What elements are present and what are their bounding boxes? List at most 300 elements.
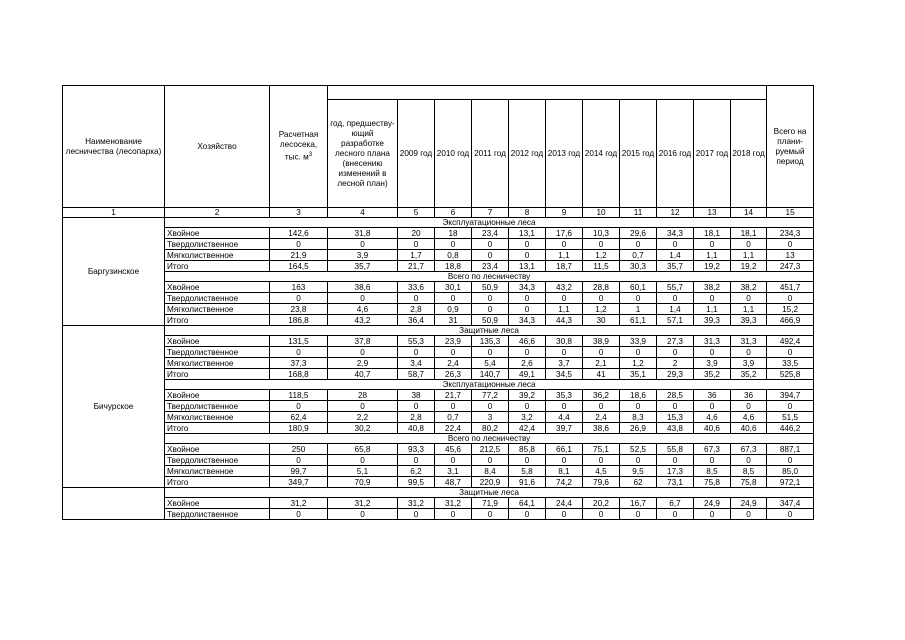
value-cell: 186,8 [270, 315, 328, 326]
section-row [63, 272, 814, 282]
value-cell: 3,2 [509, 412, 546, 423]
value-cell: 34,3 [509, 282, 546, 293]
value-cell: 52,5 [620, 444, 657, 455]
value-cell: 0 [657, 455, 694, 466]
value-cell: 0 [435, 347, 472, 358]
value-cell: 42,4 [509, 423, 546, 434]
value-cell: 67,3 [694, 444, 731, 455]
value-cell: 131,5 [270, 336, 328, 347]
value-cell: 62 [620, 477, 657, 488]
value-cell: 0 [657, 293, 694, 304]
value-cell: 525,8 [767, 369, 814, 380]
value-cell: 35,2 [694, 369, 731, 380]
section-row [63, 380, 814, 390]
value-cell: 31,2 [328, 498, 398, 509]
value-cell: 41 [583, 369, 620, 380]
value-cell: 30,1 [435, 282, 472, 293]
value-cell: 0 [509, 250, 546, 261]
value-cell: 65,8 [328, 444, 398, 455]
value-cell: 1 [620, 304, 657, 315]
value-cell: 23,4 [472, 228, 509, 239]
table-row [63, 347, 814, 358]
value-cell: 93,3 [398, 444, 435, 455]
value-cell: 0 [509, 239, 546, 250]
value-cell: 8,5 [731, 466, 767, 477]
value-cell: 39,7 [546, 423, 583, 434]
value-cell: 28,8 [583, 282, 620, 293]
value-cell: 29,3 [657, 369, 694, 380]
value-cell: 27,3 [657, 336, 694, 347]
value-cell: 71,9 [472, 498, 509, 509]
farm-type-cell: Твердолиственное [165, 509, 270, 520]
value-cell: 0 [731, 509, 767, 520]
value-cell: 67,3 [731, 444, 767, 455]
header-year-0: 2009 год [398, 100, 435, 208]
value-cell: 0 [657, 509, 694, 520]
table-row [63, 444, 814, 455]
value-cell: 0 [398, 509, 435, 520]
farm-type-cell: Хвойное [165, 390, 270, 401]
value-cell: 34,3 [509, 315, 546, 326]
value-cell: 394,7 [767, 390, 814, 401]
value-cell: 0 [328, 455, 398, 466]
value-cell: 38 [398, 390, 435, 401]
value-cell: 1,2 [583, 250, 620, 261]
value-cell: 55,8 [657, 444, 694, 455]
value-cell: 64,1 [509, 498, 546, 509]
value-cell: 33,5 [767, 358, 814, 369]
table-row [63, 239, 814, 250]
value-cell: 2,4 [435, 358, 472, 369]
value-cell: 0 [694, 347, 731, 358]
farm-type-cell: Мягколиственное [165, 358, 270, 369]
table-row [63, 401, 814, 412]
value-cell: 0 [583, 401, 620, 412]
value-cell: 19,2 [694, 261, 731, 272]
value-cell: 142,6 [270, 228, 328, 239]
value-cell: 0 [767, 347, 814, 358]
table-row [63, 466, 814, 477]
value-cell: 31,2 [270, 498, 328, 509]
value-cell: 37,3 [270, 358, 328, 369]
column-number: 9 [546, 208, 583, 218]
value-cell: 0 [435, 401, 472, 412]
table-row [63, 477, 814, 488]
value-cell: 492,4 [767, 336, 814, 347]
value-cell: 1,1 [731, 304, 767, 315]
column-number: 1 [63, 208, 165, 218]
value-cell: 0 [546, 293, 583, 304]
value-cell: 99,5 [398, 477, 435, 488]
value-cell: 4,6 [694, 412, 731, 423]
value-cell: 22,4 [435, 423, 472, 434]
value-cell: 33,6 [398, 282, 435, 293]
value-cell: 0 [472, 455, 509, 466]
value-cell: 0 [694, 293, 731, 304]
column-number: 10 [583, 208, 620, 218]
value-cell: 0 [583, 509, 620, 520]
table-row [63, 423, 814, 434]
value-cell: 74,2 [546, 477, 583, 488]
value-cell: 2,2 [328, 412, 398, 423]
value-cell: 60,1 [620, 282, 657, 293]
value-cell: 55,3 [398, 336, 435, 347]
value-cell: 0 [620, 455, 657, 466]
value-cell: 0 [472, 304, 509, 315]
value-cell: 2,4 [583, 412, 620, 423]
header-year-8: 2017 год [694, 100, 731, 208]
value-cell: 24,4 [546, 498, 583, 509]
section-row [63, 218, 814, 228]
column-number-row [63, 208, 814, 218]
value-cell: 3,9 [731, 358, 767, 369]
value-cell: 2,8 [398, 412, 435, 423]
value-cell: 66,1 [546, 444, 583, 455]
column-number: 13 [694, 208, 731, 218]
value-cell: 1,1 [546, 250, 583, 261]
header-year-5: 2014 год [583, 100, 620, 208]
value-cell: 0 [583, 347, 620, 358]
value-cell: 2,1 [583, 358, 620, 369]
value-cell: 38,6 [328, 282, 398, 293]
value-cell: 34,5 [546, 369, 583, 380]
value-cell: 35,7 [328, 261, 398, 272]
value-cell: 0 [328, 293, 398, 304]
value-cell: 38,9 [583, 336, 620, 347]
farm-type-cell: Хвойное [165, 444, 270, 455]
value-cell: 49,1 [509, 369, 546, 380]
value-cell: 37,8 [328, 336, 398, 347]
value-cell: 0 [620, 293, 657, 304]
value-cell: 40,8 [398, 423, 435, 434]
value-cell: 887,1 [767, 444, 814, 455]
value-cell: 16,7 [620, 498, 657, 509]
value-cell: 0 [731, 239, 767, 250]
value-cell: 0 [472, 347, 509, 358]
value-cell: 972,1 [767, 477, 814, 488]
value-cell: 0 [509, 347, 546, 358]
value-cell: 0 [398, 293, 435, 304]
farm-type-cell: Твердолиственное [165, 401, 270, 412]
value-cell: 15,3 [657, 412, 694, 423]
value-cell: 11,5 [583, 261, 620, 272]
value-cell: 1,1 [694, 304, 731, 315]
column-number: 8 [509, 208, 546, 218]
value-cell: 29,6 [620, 228, 657, 239]
farm-type-cell: Итого [165, 423, 270, 434]
value-cell: 1,7 [398, 250, 435, 261]
value-cell: 35,2 [731, 369, 767, 380]
section-row [63, 326, 814, 336]
value-cell: 57,1 [657, 315, 694, 326]
value-cell: 0 [435, 239, 472, 250]
column-number: 3 [270, 208, 328, 218]
value-cell: 0 [435, 455, 472, 466]
value-cell: 0 [620, 401, 657, 412]
value-cell: 45,6 [435, 444, 472, 455]
table-row [63, 336, 814, 347]
value-cell: 39,3 [694, 315, 731, 326]
value-cell: 20 [398, 228, 435, 239]
value-cell: 0 [509, 293, 546, 304]
value-cell: 26,9 [620, 423, 657, 434]
value-cell: 180,9 [270, 423, 328, 434]
value-cell: 28 [328, 390, 398, 401]
value-cell: 0 [328, 509, 398, 520]
value-cell: 1,4 [657, 304, 694, 315]
value-cell: 0 [657, 239, 694, 250]
value-cell: 0 [657, 347, 694, 358]
value-cell: 43,2 [328, 315, 398, 326]
value-cell: 39,2 [509, 390, 546, 401]
value-cell: 347,4 [767, 498, 814, 509]
value-cell: 1,2 [620, 358, 657, 369]
header-year-3: 2012 год [509, 100, 546, 208]
value-cell: 2,9 [328, 358, 398, 369]
farm-type-cell: Мягколиственное [165, 250, 270, 261]
value-cell: 0 [546, 509, 583, 520]
value-cell: 0,7 [435, 412, 472, 423]
value-cell: 36,4 [398, 315, 435, 326]
farm-type-cell: Твердолиственное [165, 239, 270, 250]
value-cell: 38,2 [731, 282, 767, 293]
column-number: 14 [731, 208, 767, 218]
table-row [63, 390, 814, 401]
value-cell: 0,9 [435, 304, 472, 315]
value-cell: 3,7 [546, 358, 583, 369]
value-cell: 30,2 [328, 423, 398, 434]
value-cell: 13,1 [509, 261, 546, 272]
value-cell: 140,7 [472, 369, 509, 380]
value-cell: 43,8 [657, 423, 694, 434]
value-cell: 0 [694, 509, 731, 520]
value-cell: 15,2 [767, 304, 814, 315]
header-years-group [328, 86, 767, 100]
table-row [63, 498, 814, 509]
section-label: Защитные леса [165, 326, 814, 336]
value-cell: 70,9 [328, 477, 398, 488]
value-cell: 58,7 [398, 369, 435, 380]
forest-plan-table [62, 85, 814, 520]
value-cell: 0 [767, 455, 814, 466]
value-cell: 0 [328, 347, 398, 358]
value-cell: 24,9 [694, 498, 731, 509]
farm-type-cell: Хвойное [165, 336, 270, 347]
value-cell: 9,5 [620, 466, 657, 477]
table-row [63, 261, 814, 272]
value-cell: 0 [767, 509, 814, 520]
value-cell: 36,2 [583, 390, 620, 401]
value-cell: 0 [509, 304, 546, 315]
value-cell: 234,3 [767, 228, 814, 239]
value-cell: 39,3 [731, 315, 767, 326]
farm-type-cell: Хвойное [165, 498, 270, 509]
header-cut-area [270, 86, 328, 208]
value-cell: 0 [583, 455, 620, 466]
farm-type-cell: Твердолиственное [165, 293, 270, 304]
value-cell: 38,2 [694, 282, 731, 293]
value-cell: 164,5 [270, 261, 328, 272]
header-year-4: 2013 год [546, 100, 583, 208]
value-cell: 250 [270, 444, 328, 455]
value-cell: 18,1 [731, 228, 767, 239]
value-cell: 0 [328, 239, 398, 250]
value-cell: 77,2 [472, 390, 509, 401]
value-cell: 31,3 [731, 336, 767, 347]
value-cell: 4,6 [328, 304, 398, 315]
value-cell: 91,6 [509, 477, 546, 488]
value-cell: 31,2 [398, 498, 435, 509]
section-label: Всего по лесничеству [165, 434, 814, 444]
value-cell: 0 [620, 239, 657, 250]
column-number: 11 [620, 208, 657, 218]
value-cell: 0 [435, 293, 472, 304]
value-cell: 0 [694, 239, 731, 250]
value-cell: 79,6 [583, 477, 620, 488]
value-cell: 212,5 [472, 444, 509, 455]
farm-type-cell: Хвойное [165, 282, 270, 293]
value-cell: 40,6 [694, 423, 731, 434]
value-cell: 0 [509, 401, 546, 412]
value-cell: 55,7 [657, 282, 694, 293]
value-cell: 6,7 [657, 498, 694, 509]
value-cell: 18,1 [694, 228, 731, 239]
value-cell: 0 [546, 455, 583, 466]
value-cell: 30,8 [546, 336, 583, 347]
value-cell: 36 [731, 390, 767, 401]
value-cell: 75,1 [583, 444, 620, 455]
value-cell: 8,5 [694, 466, 731, 477]
value-cell: 3,9 [694, 358, 731, 369]
value-cell: 0 [472, 509, 509, 520]
value-cell: 0 [472, 293, 509, 304]
value-cell: 19,2 [731, 261, 767, 272]
value-cell: 0 [398, 347, 435, 358]
value-cell: 163 [270, 282, 328, 293]
value-cell: 4,4 [546, 412, 583, 423]
value-cell: 35,3 [546, 390, 583, 401]
header-year-7: 2016 год [657, 100, 694, 208]
column-number: 6 [435, 208, 472, 218]
value-cell: 0 [398, 239, 435, 250]
farm-type-cell: Итого [165, 261, 270, 272]
value-cell: 1,4 [657, 250, 694, 261]
value-cell: 0 [270, 347, 328, 358]
value-cell: 13,1 [509, 228, 546, 239]
table-row [63, 250, 814, 261]
value-cell: 85,0 [767, 466, 814, 477]
section-label: Эксплуатационные леса [165, 380, 814, 390]
header-year-6: 2015 год [620, 100, 657, 208]
value-cell: 168,8 [270, 369, 328, 380]
farm-type-cell: Хвойное [165, 228, 270, 239]
value-cell: 43,2 [546, 282, 583, 293]
value-cell: 18,7 [546, 261, 583, 272]
value-cell: 3,9 [328, 250, 398, 261]
value-cell: 31 [435, 315, 472, 326]
value-cell: 3,4 [398, 358, 435, 369]
value-cell: 3,1 [435, 466, 472, 477]
table-row [63, 412, 814, 423]
header-cut-area-sup: 3 [308, 152, 313, 159]
value-cell: 36 [694, 390, 731, 401]
value-cell: 118,5 [270, 390, 328, 401]
header-total: Всего на плани-руемый период [767, 86, 814, 208]
value-cell: 38,6 [583, 423, 620, 434]
value-cell: 0 [767, 293, 814, 304]
value-cell: 17,3 [657, 466, 694, 477]
value-cell: 0 [546, 401, 583, 412]
value-cell: 4,5 [583, 466, 620, 477]
value-cell: 0 [270, 401, 328, 412]
value-cell: 451,7 [767, 282, 814, 293]
value-cell: 0 [270, 509, 328, 520]
header-year-9: 2018 год [731, 100, 767, 208]
table-row [63, 304, 814, 315]
value-cell: 51,5 [767, 412, 814, 423]
value-cell: 0 [767, 401, 814, 412]
column-number: 15 [767, 208, 814, 218]
value-cell: 0 [767, 239, 814, 250]
value-cell: 21,9 [270, 250, 328, 261]
value-cell: 0 [509, 509, 546, 520]
header-cut-area-text: Расчетная лесосека, тыс. м [278, 130, 319, 162]
forestry-name: Бичурское [63, 326, 165, 488]
table-row [63, 315, 814, 326]
value-cell: 0 [620, 509, 657, 520]
header-year-2: 2011 год [472, 100, 509, 208]
value-cell: 0 [472, 239, 509, 250]
value-cell: 0 [398, 455, 435, 466]
value-cell: 46,6 [509, 336, 546, 347]
value-cell: 30,3 [620, 261, 657, 272]
value-cell: 466,9 [767, 315, 814, 326]
value-cell: 33,9 [620, 336, 657, 347]
value-cell: 0 [731, 347, 767, 358]
value-cell: 50,9 [472, 282, 509, 293]
farm-type-cell: Мягколиственное [165, 466, 270, 477]
value-cell: 6,2 [398, 466, 435, 477]
value-cell: 28,5 [657, 390, 694, 401]
column-number: 7 [472, 208, 509, 218]
value-cell: 0 [657, 401, 694, 412]
column-number: 2 [165, 208, 270, 218]
value-cell: 0 [620, 347, 657, 358]
value-cell: 446,2 [767, 423, 814, 434]
value-cell: 0 [270, 239, 328, 250]
value-cell: 23,4 [472, 261, 509, 272]
header-prev-year: год, предшеству-ющий разработке лесного плана (внесению изменений в лесной план) [328, 100, 398, 208]
value-cell: 8,3 [620, 412, 657, 423]
value-cell: 75,8 [694, 477, 731, 488]
table-row [63, 293, 814, 304]
header-farm: Хозяйство [165, 86, 270, 208]
value-cell: 75,8 [731, 477, 767, 488]
value-cell: 24,9 [731, 498, 767, 509]
value-cell: 0 [509, 455, 546, 466]
value-cell: 18,6 [620, 390, 657, 401]
value-cell: 0 [472, 250, 509, 261]
value-cell: 0 [694, 455, 731, 466]
value-cell: 349,7 [270, 477, 328, 488]
value-cell: 4,6 [731, 412, 767, 423]
value-cell: 62,4 [270, 412, 328, 423]
table-row [63, 282, 814, 293]
value-cell: 99,7 [270, 466, 328, 477]
value-cell: 0 [546, 347, 583, 358]
value-cell: 220,9 [472, 477, 509, 488]
value-cell: 73,1 [657, 477, 694, 488]
